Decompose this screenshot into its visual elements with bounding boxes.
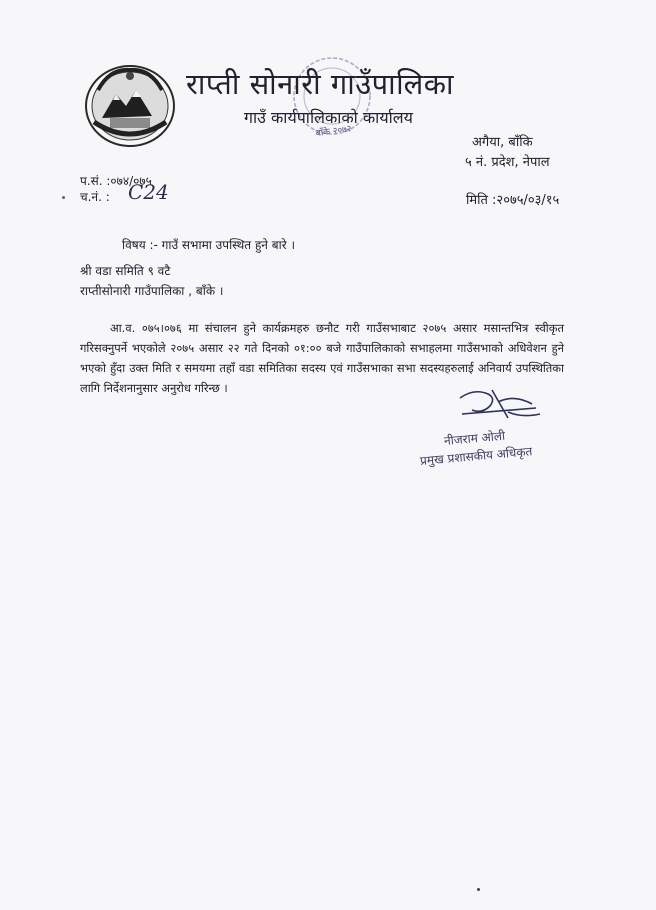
office-title: राप्ती सोनारी गाउँपालिका [186, 67, 455, 101]
reference-number: प.सं. :०७४/०७५ [80, 174, 152, 188]
signatory-name: नीजराम ओली [443, 428, 506, 448]
dispatch-label: च.नं. : [80, 190, 110, 204]
recipient-line-1: श्री वडा समिति ९ वटै [80, 264, 171, 278]
letter-body: आ.व. ०७५।०७६ मा संचालन हुने कार्यक्रमहरु छनौट गरी गाउँसभाबाट २०७५ असार मसान्तभित्र स्वीकृत गरिसक्नुपर्ने भएकोले २०७५ असार २२ गते दिनको ०१:०० बजे गाउँपालिकाको सभाहलमा गाउँसभाको अधिवेशन हुने भएको हुँदा उक्त मिति र समयमा तहाँ वडा समितिका सदस्य एवं गाउँसभाका सभा सदस्यहरुलाई अनिवार्य उपस्थितिका लागि निर्देशनानुसार अनुरोध गरिन्छ । [80, 321, 564, 395]
stamp-text: बाँके २०७२ [315, 124, 353, 140]
recipient-line-2: राप्तीसोनारी गाउँपालिका , बाँके । [80, 284, 224, 298]
signatory-designation: प्रमुख प्रशासकीय अधिकृत [419, 444, 533, 468]
letter-date: मिति :२०७५/०३/१५ [466, 193, 560, 208]
office-subtitle: गाउँ कार्यपालिकाको कार्यालय [244, 108, 413, 127]
signature-scribble [452, 384, 542, 424]
nepal-emblem-icon [80, 60, 180, 150]
paper-speck [477, 888, 480, 891]
dispatch-number: C24 [128, 180, 169, 204]
letter-subject: विषय :- गाउँ सभामा उपस्थित हुने बारे । [122, 238, 296, 252]
paper-speck [62, 196, 65, 199]
address-line-1: अगैया, बाँकि [472, 135, 533, 150]
address-line-2: ५ नं. प्रदेश, नेपाल [465, 155, 550, 170]
